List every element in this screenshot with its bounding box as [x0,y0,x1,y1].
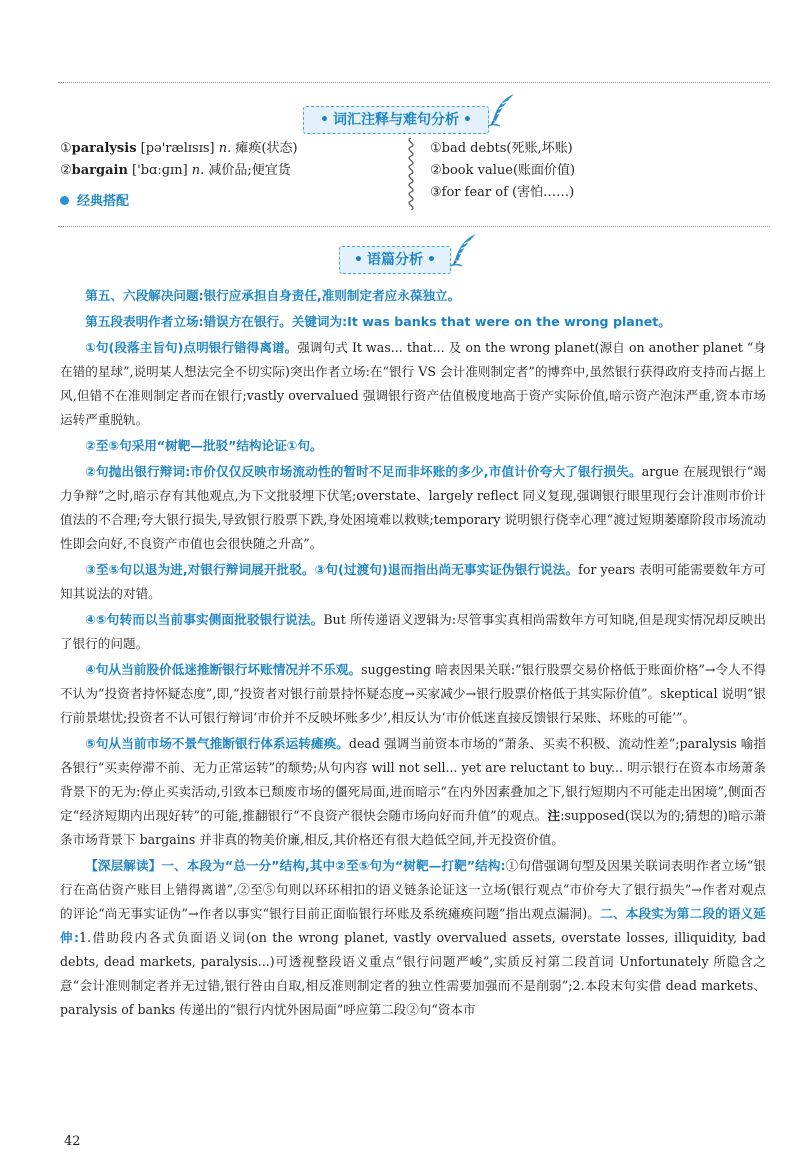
banner-discourse-title: 语篇分析 [367,252,423,268]
paragraph: ⑤句从当前市场不景气推断银行体系运转瘫痪。dead 强调当前资本市场的“萧条、买卖不积极、流动性差”;paralysis 喻指各银行“买卖停滞不前、无力正常运转”的颓势;从句内容 will not sell... yet are reluctant to buy... 明示银行在资本市场萧条背景下的无为:停止买卖活动,引致本已颓废市场的僵死局面,进而暗示“在内外因素叠加之下,银行短期内不可能走出困境”,侧面否定“经济短期内出现好转”的可能,推翻银行“不良资产很快会随市场向好而升值”的观点。注:supposed(误以为的;猜想的)暗示萧条市场背景下 bargains 并非真的物美价廉,相反,其价格还有很大趋低空间,并无投资价值。 [60,736,767,847]
paragraph: ②至⑤句采用“树靶—批驳”结构论证①句。 [85,438,323,453]
spring-divider-icon [404,138,418,210]
page-number: 42 [64,1134,81,1149]
paragraph: ③至⑤句以退为进,对银行辩词展开批驳。③句(过渡句)退而指出尚无事实证伪银行说法。for years 表明可能需要数年方可知其说法的对错。 [60,562,766,601]
section-banner-discourse [339,246,451,274]
paragraph: ④句从当前股价低迷推断银行坏账情况并不乐观。suggesting 暗表因果关联:“银行股票交易价格低于账面价格”→令人不得不认为“投资者持怀疑态度”,即,“投资者对银行前景持怀疑态度→买家减少→银行股票价格低于其实际价值”。skeptical 说明“银行前景堪忧;投资者不认可银行辩词‘市价并不反映坏账多少’,相反认为‘市价低迷直接反馈银行呆账、坏账的可能’”。 [60,662,766,725]
vocab-left-list [60,138,400,182]
vocab-item: ②bargain ['bɑːɡɪn] n. 减价品;便宜货 [60,163,291,178]
banner-vocabulary-title: 词汇注释与难句分析 [333,112,459,128]
quill-pen-icon [488,92,516,128]
vocab-right-list [430,138,760,204]
paragraph: ①句(段落主旨句)点明银行错得离谱。强调句式 It was... that... 及 on the wrong planet(源自 on another planet “身在错的星球”,说明某人想法完全不切实际)突出作者立场:在“银行 VS 会计准则制定者”的博弈中,虽然银行获得政府支持而占据上风,但错不在准则制定者而在银行;vastly overvalued 强调银行资产估值极度地高于资产实际价值,暗示资产泡沫严重,资本市场运转严重脱轨。 [60,340,766,427]
vocab-item: ①paralysis [pə'rælɪsɪs] n. 瘫痪(状态) [60,141,298,156]
classic-collocations-heading: 经典搭配 [60,190,129,209]
paragraph: 第五、六段解决问题:银行应承担自身责任,准则制定者应永葆独立。 [85,288,461,303]
bullet-dot: • [463,112,472,128]
section-banner-vocabulary [303,106,489,134]
bullet-circle-icon [60,196,69,205]
phrase-item: ②book value(账面价值) [430,163,576,178]
bullet-dot: • [354,252,363,268]
middle-divider [58,226,770,227]
quill-pen-icon [450,232,478,268]
paragraph: 【深层解读】一、本段为“总一分”结构,其中②至⑤句为“树靶—打靶”结构:①句借强调句型及因果关联词表明作者立场“银行在高估资产账目上错得离谱”,②至⑤句则以环环相扣的语义链条论证这一立场(银行观点“市价夸大了银行损失”→作者对观点的评论“尚无事实证伪”→作者以事实“银行目前正面临银行坏账及系统瘫痪问题”指出观点漏洞)。二、本段实为第二段的语义延伸:1.借助段内各式负面语义词(on the wrong planet, vastly overvalued assets, overstate losses, illiquidity, bad debts, dead markets, paralysis...)可透视整段语义重点“银行问题严峻”,实质反衬第二段首词 Unfortunately 所隐含之意“会计准则制定者并无过错,银行咎由自取,相反准则制定者的独立性需要加强而不是削弱”;2.本段末句实借 dead markets、paralysis of banks 传递出的“银行内忧外困局面”呼应第二段②句“资本市 [60,858,767,1017]
bullet-dot: • [320,112,329,128]
paragraph: ②句抛出银行辩词:市价仅仅反映市场流动性的暂时不足而非坏账的多少,市值计价夸大了银行损失。argue 在展现银行“竭力争辩”之时,暗示存有其他观点,为下文批驳埋下伏笔;overstate、largely reflect 同义复现,强调银行眼里现行会计准则市价计值法的不合理;夸大银行损失,导致银行股票下跌,身处困境难以救赎;temporary 说明银行侥幸心理“渡过短期萎靡阶段市场流动性即会向好,不良资产市值也会很快随之升高”。 [60,464,766,551]
paragraph: ④⑤句转而以当前事实侧面批驳银行说法。But 所传递语义逻辑为:尽管事实真相尚需数年方可知晓,但是现实情况却反映出了银行的问题。 [60,612,766,651]
phrase-item: ③for fear of (害怕……) [430,185,575,200]
bullet-dot: • [427,252,436,268]
top-divider [58,82,770,83]
phrase-item: ①bad debts(死账,坏账) [430,141,573,156]
discourse-analysis-body [60,284,766,1024]
paragraph: 第五段表明作者立场:错误方在银行。关键词为:It was banks that were on the wrong planet。 [85,314,671,329]
